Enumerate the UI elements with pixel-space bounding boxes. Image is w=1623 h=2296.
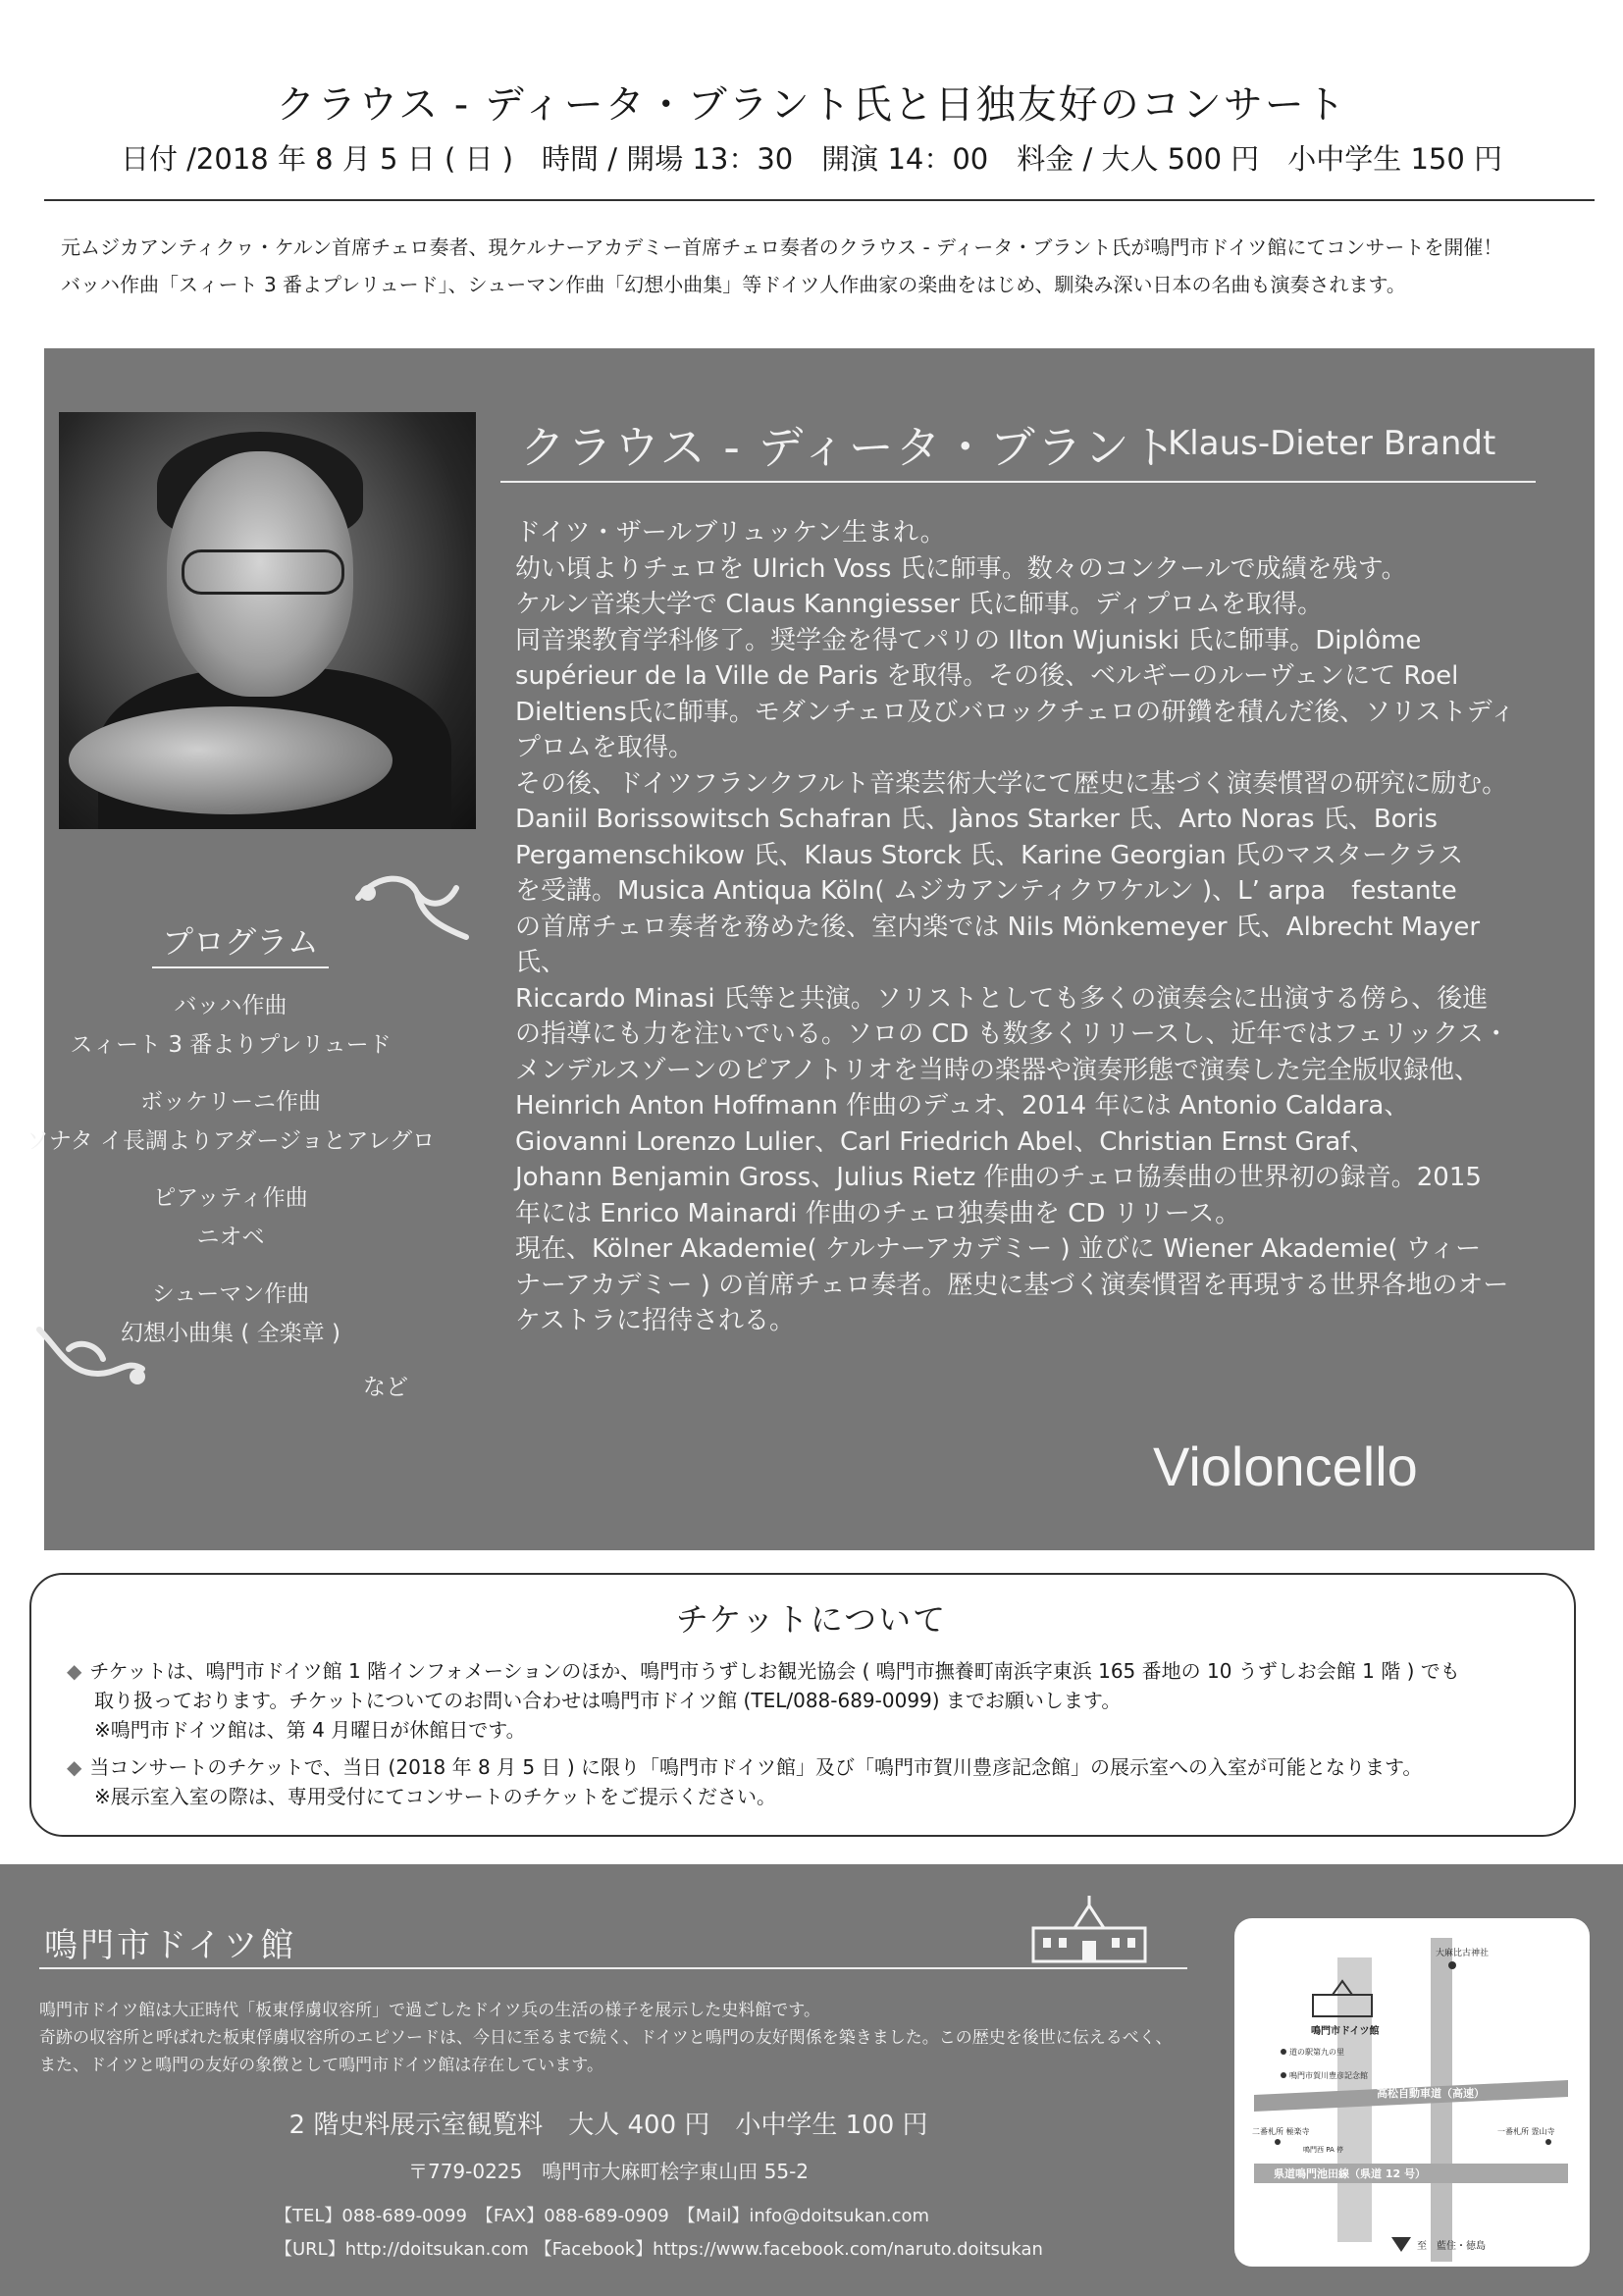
- bio-line: Daniil Borissowitsch Schafran 氏、Jànos Starker 氏、Arto Noras 氏、Boris: [515, 805, 1439, 834]
- artist-name-english: Klaus-Dieter Brandt: [1168, 424, 1496, 463]
- ticket-item-2: [67, 1752, 1539, 1811]
- ticket-text: チケットは、鳴門市ドイツ館 1 階インフォメーションのほか、鳴門市うずしお観光協会 ( 鳴門市撫養町南浜字東浜 165 番地の 10 うずしお会館 1 階 ) でも: [89, 1659, 1460, 1683]
- bio-line: ナーアカデミー ) の首席チェロ奏者。歴史に基づく演奏慣習を再現する世界各地のオー: [515, 1270, 1509, 1300]
- map-label: 高松自動車道（高速）: [1377, 2087, 1485, 2100]
- program-composer: ピアッティ作曲: [153, 1185, 308, 1211]
- ticket-note: ※鳴門市ドイツ館は、第 4 月曜日が休館日です。: [94, 1718, 526, 1742]
- admission-fee: 2 階史料展示室観覧料 大人 400 円 小中学生 100 円: [288, 2111, 928, 2140]
- ticket-heading: チケットについて: [675, 1600, 948, 1639]
- map-label: 鳴門市賀川豊彦記念館: [1289, 2071, 1368, 2080]
- bio-line: Pergamenschikow 氏、Klaus Storck 氏、Karine Georgian 氏のマスタークラス: [515, 840, 1464, 870]
- footer-divider: [39, 1967, 1187, 1969]
- map-label: 鳴門市ドイツ館: [1311, 2026, 1380, 2037]
- bio-line: プロムを取得。: [515, 733, 695, 762]
- bio-line: ケルン音楽大学で Claus Kanngiesser 氏に師事。ディプロムを取得。: [515, 590, 1324, 619]
- ornament-top-icon: [348, 868, 476, 947]
- bio-line: supérieur de la Ville de Paris を取得。その後、ベルギーのルーヴェンにて Roel: [515, 661, 1459, 691]
- intro-line-2: バッハ作曲「スィート 3 番よプレリュード」、シューマン作曲「幻想小曲集」等ドイツ人作曲家の楽曲をはじめ、馴染み深い日本の名曲も演奏されます。: [61, 273, 1406, 296]
- museum-building-icon: [1025, 1894, 1153, 1967]
- program-list: [15, 986, 446, 1353]
- bio-line: Riccardo Minasi 氏等と共演。ソリストとしても多くの演奏会に出演する傍ら、後進: [515, 983, 1489, 1014]
- bio-line: ケストラに招待される。: [515, 1306, 795, 1335]
- desc-line: また、ドイツと鳴門の友好の象徴として鳴門市ドイツ館は存在しています。: [39, 2056, 603, 2075]
- program-piece: 幻想小曲集 ( 全楽章 ): [121, 1321, 340, 1346]
- bio-line: その後、ドイツフランクフルト音楽芸術大学にて歴史に基づく演奏慣習の研究に励む。: [515, 768, 1508, 799]
- intro-line-1: 元ムジカアンティクヮ・ケルン首席チェロ奏者、現ケルナーアカデミー首席チェロ奏者のクラウス - ディータ・ブラント氏が鳴門市ドイツ館にてコンサートを開催！: [61, 235, 1503, 259]
- instrument-label: Violoncello: [1153, 1435, 1418, 1497]
- bio-line: Dieltiens氏に師事。モダンチェロ及びバロックチェロの研鑽を積んだ後、ソリストディ: [515, 697, 1516, 727]
- venue-name: 鳴門市ドイツ館: [44, 1926, 297, 1965]
- map-label: 道の駅第九の里: [1289, 2048, 1344, 2057]
- program-composer: シューマン作曲: [151, 1281, 310, 1307]
- map-label: 二番札所 極楽寺: [1252, 2127, 1310, 2136]
- bio-line: の首席チェロ奏者を務めた後、室内楽では Nils Mönkemeyer 氏、Albrecht Mayer 氏、: [515, 912, 1481, 977]
- map-direction-arrow-icon: [1391, 2237, 1411, 2252]
- bio-line: Heinrich Anton Hoffmann 作曲のデュオ、2014 年には Antonio Caldara、: [515, 1091, 1410, 1121]
- diamond-bullet-icon: ◆: [67, 1659, 82, 1683]
- contact-web: 【URL】http://doitsukan.com 【Facebook】https://www.facebook.com/naruto.doitsukan: [275, 2239, 1043, 2260]
- concert-details: 日付 /2018 年 8 月 5 日 ( 日 ) 時間 / 開場 13：30 開演 14：00 料金 / 大人 500 円 小中学生 150 円: [120, 142, 1503, 176]
- program-composer: バッハ作曲: [174, 993, 288, 1018]
- map-label: 至 藍住・徳島: [1417, 2241, 1486, 2252]
- desc-line: 鳴門市ドイツ館は大正時代「板東俘虜収容所」で過ごしたドイツ兵の生活の様子を展示した史料館です。: [39, 2001, 820, 2020]
- artist-photo: [59, 412, 476, 829]
- program-piece: スィート 3 番よりプレリュード: [70, 1032, 392, 1058]
- concert-title: クラウス - ディータ・ブラント氏と日独友好のコンサート: [276, 82, 1347, 128]
- ticket-text: 当コンサートのチケットで、当日 (2018 年 8 月 5 日 ) に限り「鳴門市ドイツ館」及び「鳴門市賀川豊彦記念館」の展示室への入室が可能となります。: [89, 1755, 1423, 1779]
- diamond-bullet-icon: ◆: [67, 1755, 82, 1779]
- map-label: 一番札所 霊山寺: [1497, 2127, 1555, 2136]
- intro-text: [61, 229, 1592, 303]
- contact-phone-mail: 【TEL】088-689-0099 【FAX】088-689-0909 【Mail】info@doitsukan.com: [275, 2206, 930, 2226]
- map-drawing: [1234, 1918, 1590, 2267]
- program-piece: ソナタ イ長調よりアダージョとアレグロ: [26, 1128, 436, 1154]
- map-label: 県道鳴門池田線（県道 12 号）: [1274, 2167, 1426, 2180]
- ticket-text: 取り扱っております。チケットについてのお問い合わせは鳴門市ドイツ館 (TEL/088-689-0099) までお願いします。: [94, 1689, 1122, 1712]
- artist-biography: [515, 515, 1521, 1339]
- ticket-note: ※展示室入室の際は、専用受付にてコンサートのチケットをご提示ください。: [94, 1785, 776, 1808]
- program-composer: ボッケリーニ作曲: [140, 1089, 321, 1115]
- access-map: [1234, 1918, 1590, 2267]
- bio-line: Johann Benjamin Gross、Julius Rietz 作曲のチェロ協奏曲の世界初の録音。2015: [515, 1163, 1482, 1192]
- name-underline: [500, 481, 1536, 483]
- venue-description: [39, 1997, 1197, 2079]
- map-label: 鳴門西 PA 停: [1303, 2146, 1344, 2154]
- bio-line: Giovanni Lorenzo Lulier、Carl Friedrich Abel、Christian Ernst Graf、: [515, 1126, 1376, 1157]
- bio-line: 年には Enrico Mainardi 作曲のチェロ独奏曲を CD リリース。: [515, 1198, 1241, 1228]
- bio-line: を受講。Musica Antiqua Köln( ムジカアンティクワケルン )、L’ arpa festante: [515, 876, 1457, 906]
- header-divider: [44, 199, 1595, 201]
- program-piece: ニオベ: [196, 1225, 265, 1250]
- desc-line: 奇跡の収容所と呼ばれた板東俘虜収容所のエピソードは、今日に至るまで続く、ドイツと鳴門の友好関係を築きました。この歴史を後世に伝えるべく、: [39, 2028, 1173, 2048]
- bio-line: 同音楽教育学科修了。奨学金を得てパリの Ilton Wjuniski 氏に師事。Diplôme: [515, 625, 1422, 655]
- venue-contact: [275, 2200, 1043, 2267]
- bio-line: の指導にも力を注いでいる。ソロの CD も数多くリリースし、近年ではフェリックス・: [515, 1019, 1509, 1049]
- program-etc: など: [363, 1375, 408, 1400]
- map-shrine-marker: [1448, 1961, 1456, 1969]
- bio-line: 現在、Kölner Akademie( ケルナーアカデミー ) 並びに Wiener Akademie( ウィー: [515, 1234, 1482, 1264]
- bio-line: ドイツ・ザールブリュッケン生まれ。: [515, 518, 946, 548]
- ticket-item-1: [67, 1656, 1539, 1745]
- venue-address: 〒779-0225 鳴門市大麻町桧字東山田 55-2: [407, 2160, 810, 2183]
- artist-name-japanese: クラウス - ディータ・ブラント: [520, 421, 1178, 474]
- map-label: 大麻比古神社: [1436, 1949, 1490, 1958]
- bio-line: メンデルスゾーンのピアノトリオを当時の楽器や演奏形態で演奏した完全版収録他、: [515, 1055, 1481, 1085]
- program-heading: プログラム: [152, 917, 329, 968]
- bio-line: 幼い頃よりチェロを Ulrich Voss 氏に師事。数々のコンクールで成績を残す。: [515, 553, 1407, 584]
